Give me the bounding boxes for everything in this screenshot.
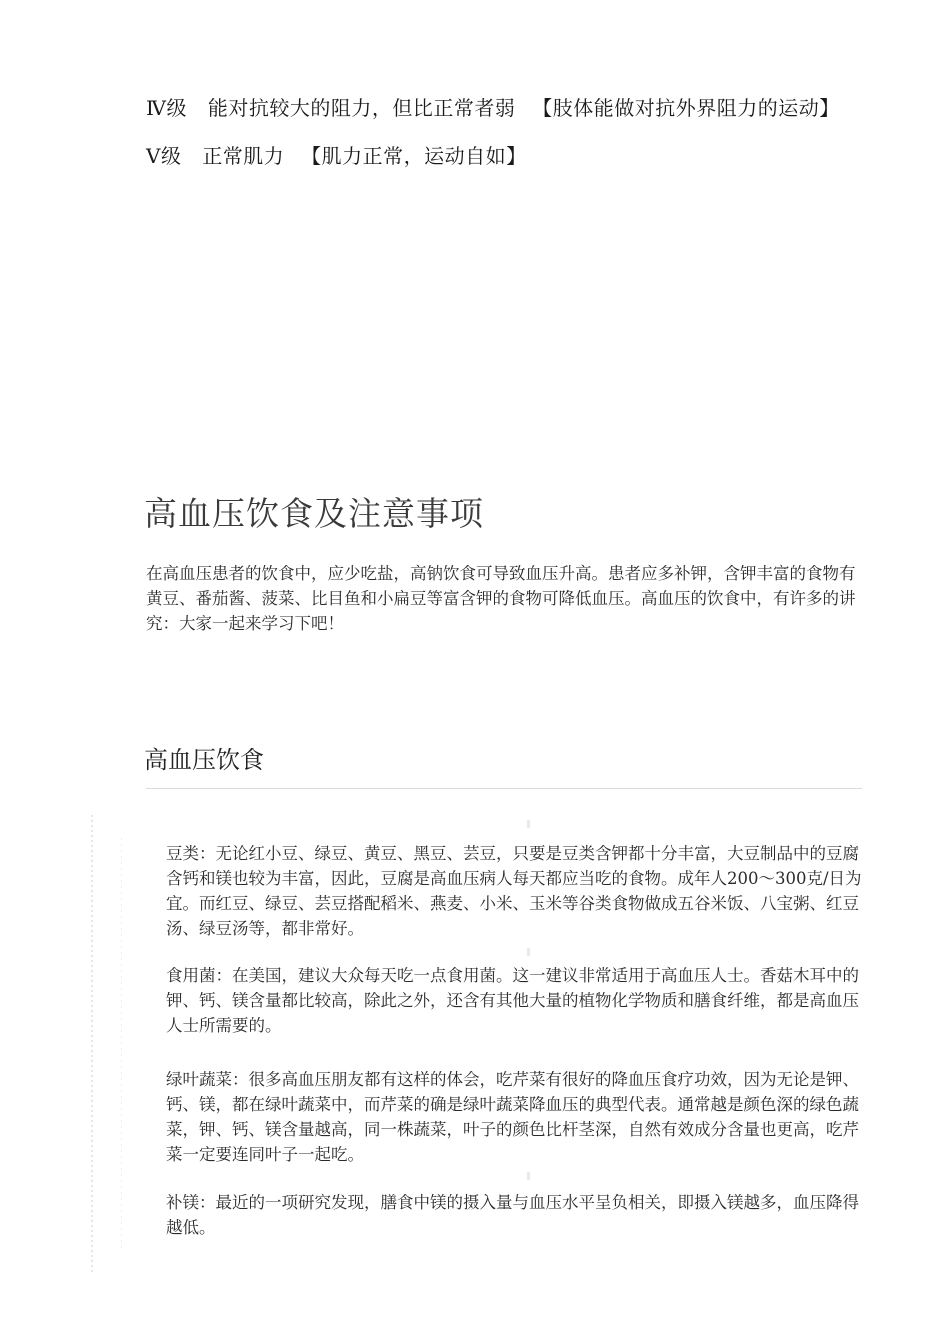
grade-level: Ⅴ级 — [146, 144, 182, 168]
scan-artifact — [527, 820, 530, 828]
scan-margin-marks — [91, 815, 93, 1275]
diet-paragraph-mushrooms: 食用菌：在美国，建议大众每天吃一点食用菌。这一建议非常适用于高血压人士。香菇木耳中的钾、钙、镁含量都比较高，除此之外，还含有其他大量的植物化学物质和膳食纤维，都是高血压人士所需要的。 — [166, 966, 859, 1035]
diet-paragraph-beans: 豆类：无论红小豆、绿豆、黄豆、黑豆、芸豆，只要是豆类含钾都十分丰富，大豆制品中的豆腐含钙和镁也较为丰富，因此，豆腐是高血压病人每天都应当吃的食物。成年人200～300克/日为宜。而红豆、绿豆、芸豆搭配稻米、燕麦、小米、玉米等谷类食物做成五谷米饭、八宝粥、红豆汤、绿豆汤等，都非常好。 — [166, 844, 862, 938]
diet-paragraph-greens: 绿叶蔬菜：很多高血压朋友都有这样的体会，吃芹菜有很好的降血压食疗功效，因为无论是钾、钙、镁，都在绿叶蔬菜中，而芹菜的确是绿叶蔬菜降血压的典型代表。通常越是颜色深的绿色蔬菜，钾、钙、镁含量越高，同一株蔬菜，叶子的颜色比杆茎深，自然有效成分含量也更高，吃芹菜一定要连同叶子一起吃。 — [166, 1070, 859, 1164]
page-title: 高血压饮食及注意事项 — [144, 494, 484, 533]
scan-margin-marks — [121, 838, 122, 1248]
grade-description: 正常肌力 — [202, 144, 285, 168]
grade-level: Ⅳ级 — [146, 96, 187, 120]
scan-artifact — [527, 948, 530, 956]
diet-paragraph-magnesium: 补镁：最近的一项研究发现，膳食中镁的摄入量与血压水平呈负相关，即摄入镁越多，血压降得越低。 — [166, 1193, 859, 1237]
grade-iv-line — [146, 92, 840, 121]
grade-description: 能对抗较大的阻力，但比正常者弱 — [207, 96, 516, 120]
scan-artifact — [527, 1172, 530, 1180]
section-divider — [146, 788, 862, 789]
grade-note: 【肌力正常，运动自如】 — [301, 144, 527, 168]
grade-v-line — [146, 140, 527, 169]
section-heading: 高血压饮食 — [144, 746, 264, 774]
intro-paragraph: 在高血压患者的饮食中，应少吃盐，高钠饮食可导致血压升高。患者应多补钾，含钾丰富的食物有黄豆、番茄酱、菠菜、比目鱼和小扁豆等富含钾的食物可降低血压。高血压的饮食中，有许多的讲究：大家一起来学习下吧！ — [146, 564, 856, 633]
grade-note: 【肢体能做对抗外界阻力的运动】 — [532, 96, 840, 120]
